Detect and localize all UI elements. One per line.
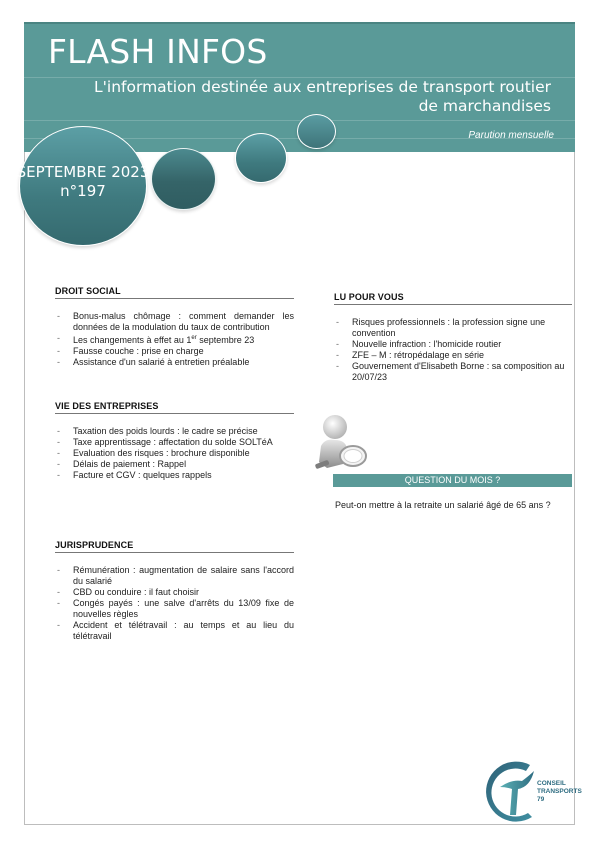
logo-text — [537, 780, 582, 804]
subtitle-line: L'information destinée aux entreprises de transport routier — [94, 78, 551, 96]
logo-line: 79 — [537, 796, 545, 803]
decorative-bubble — [151, 148, 216, 210]
newsletter-subtitle — [91, 78, 551, 116]
section-items — [55, 426, 294, 481]
list-item: - Rémunération : augmentation de salaire sans l'accord du salarié — [55, 565, 294, 587]
list-item: - ZFE – M : rétropédalage en série — [334, 350, 572, 361]
list-item: - Congés payés : une salve d'arrêts du 13/09 fixe de nouvelles règles — [55, 598, 294, 620]
section-title: JURISPRUDENCE — [55, 540, 294, 553]
section-title: LU POUR VOUS — [334, 292, 572, 305]
list-item: - CBD ou conduire : il faut choisir — [55, 587, 294, 598]
logo-line: TRANSPORTS — [537, 788, 582, 795]
section-title: DROIT SOCIAL — [55, 286, 294, 299]
section-title: VIE DES ENTREPRISES — [55, 401, 294, 414]
logo-line: CONSEIL — [537, 780, 566, 787]
issue-number: n°197 — [60, 182, 106, 200]
list-item: - Taxation des poids lourds : le cadre se précise — [55, 426, 294, 437]
list-item: - Taxe apprentissage : affectation du solde SOLTéA — [55, 437, 294, 448]
section-jurisprudence — [55, 540, 294, 642]
question-title: QUESTION DU MOIS ? — [333, 474, 572, 487]
section-items — [55, 565, 294, 642]
section-items — [334, 317, 572, 383]
list-item: - Délais de paiement : Rappel — [55, 459, 294, 470]
issue-date: SEPTEMBRE 2023 — [16, 163, 150, 181]
list-item: - Fausse couche : prise en charge — [55, 346, 294, 357]
publication-frequency: Parution mensuelle — [468, 130, 554, 141]
subtitle-line: de marchandises — [418, 97, 551, 115]
section-droit-social — [55, 286, 294, 368]
list-item: - Bonus-malus chômage : comment demander les données de la modulation du taux de contribution — [55, 311, 294, 333]
decorative-bubble — [235, 133, 287, 183]
list-item: - Assistance d'un salarié à entretien préalable — [55, 357, 294, 368]
list-item: - Accident et télétravail : au temps et au lieu du télétravail — [55, 620, 294, 642]
section-items — [55, 311, 294, 368]
list-item: - Gouvernement d'Elisabeth Borne : sa composition au 20/07/23 — [334, 361, 572, 383]
list-item: - Nouvelle infraction : l'homicide routier — [334, 339, 572, 350]
list-item: - Evaluation des risques : brochure disponible — [55, 448, 294, 459]
list-item: - Risques professionnels : la profession signe une convention — [334, 317, 572, 339]
list-item: - Les changements à effet au 1er septembre 23 — [55, 333, 294, 346]
newsletter-title: FLASH INFOS — [48, 32, 268, 71]
decorative-bubble — [297, 114, 336, 149]
issue-info — [14, 163, 152, 201]
person-with-magnifier-icon — [313, 412, 370, 472]
section-vie-des-entreprises — [55, 401, 294, 481]
question-text: Peut-on mettre à la retraite un salarié âgé de 65 ans ? — [335, 500, 551, 510]
list-item: - Facture et CGV : quelques rappels — [55, 470, 294, 481]
section-lu-pour-vous — [334, 292, 572, 383]
